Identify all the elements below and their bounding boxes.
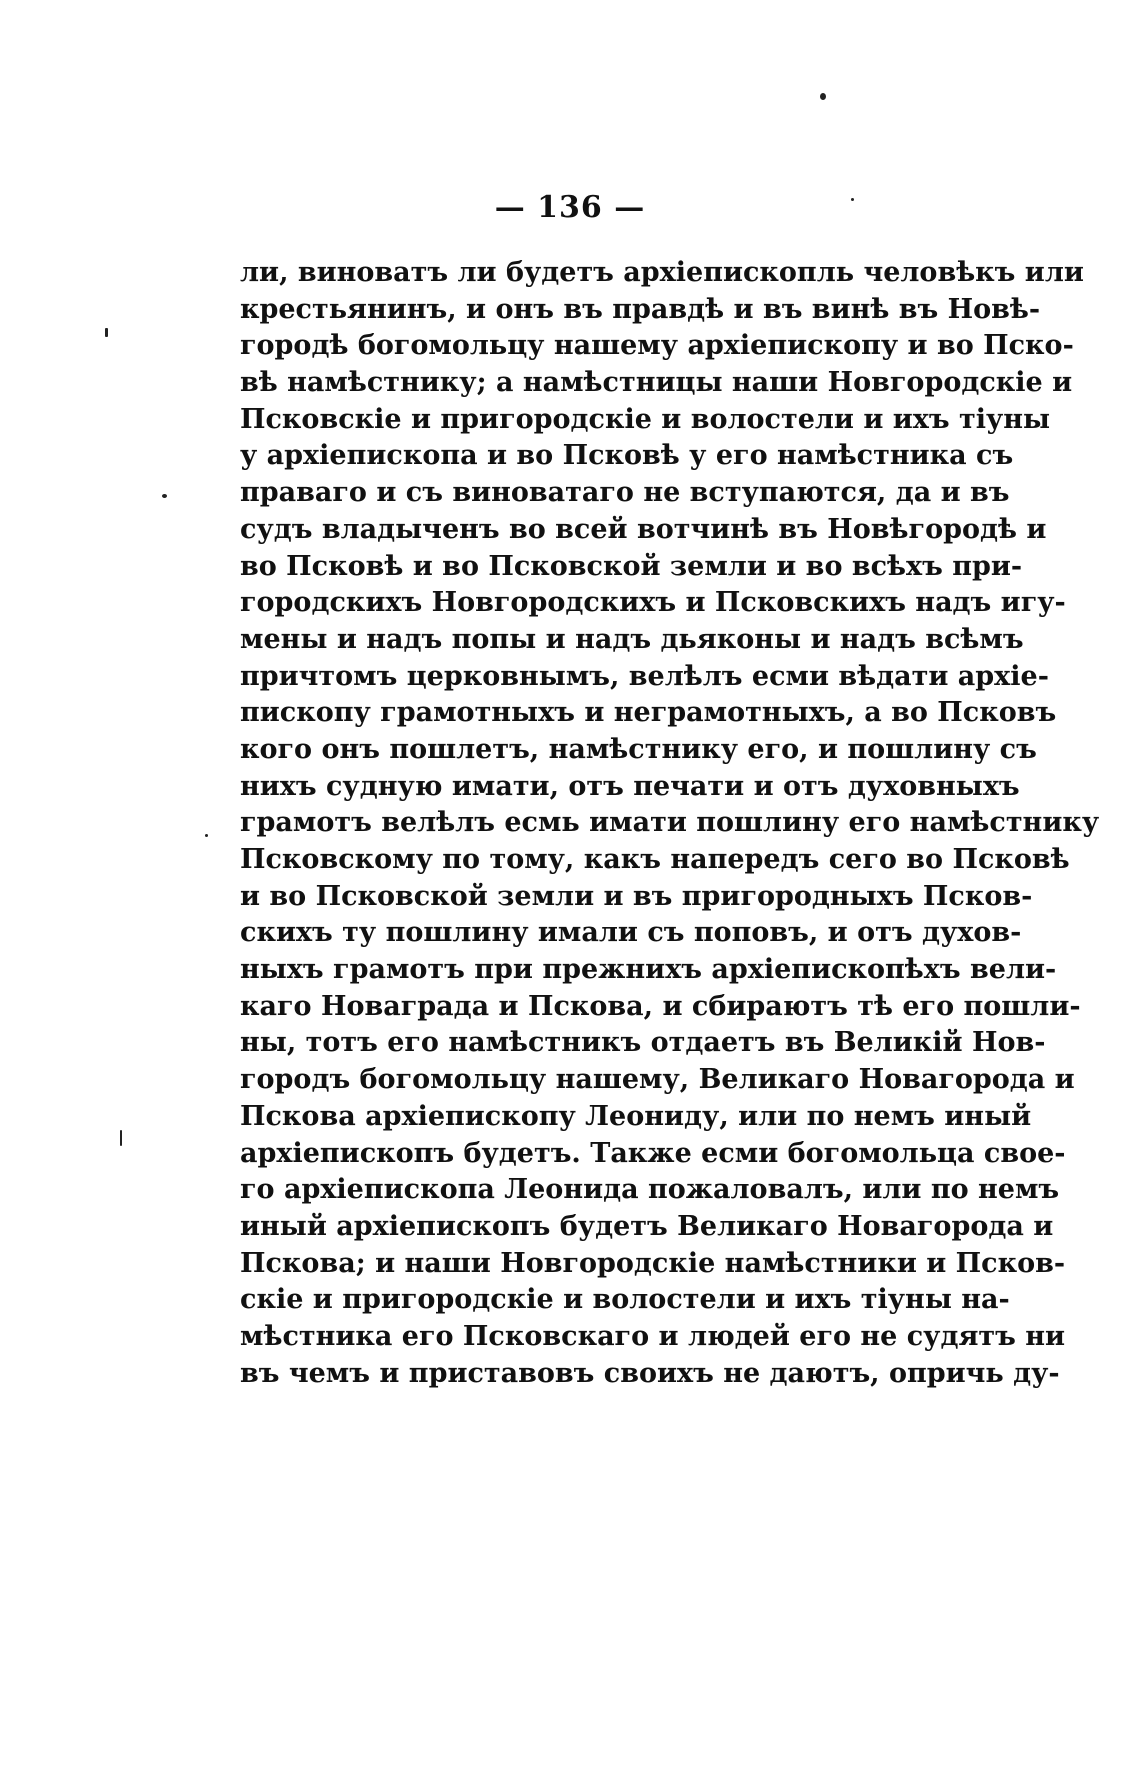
text-line: архіепископъ будетъ. Также есми богомольца свое-	[240, 1137, 1066, 1169]
text-line: скихъ ту пошлину имали съ поповъ, и отъ духов-	[240, 917, 1022, 949]
text-line: грамотъ велѣлъ есмь имати пошлину его намѣстнику	[240, 807, 1100, 839]
scan-speck	[205, 834, 208, 837]
text-line: нихъ судную имати, отъ печати и отъ духовныхъ	[240, 770, 1020, 802]
text-line: ныхъ грамотъ при прежнихъ архіепископѣхъ вели-	[240, 954, 1057, 986]
scan-speck	[162, 494, 167, 498]
text-line: мѣстника его Псковскаго и людей его не судятъ ни	[240, 1320, 1066, 1352]
text-line: городскихъ Новгородскихъ и Псковскихъ надъ игу-	[240, 587, 1066, 619]
text-line: судъ владыченъ во всей вотчинѣ въ Новѣгородѣ и	[240, 513, 1047, 545]
page-number: — 136 —	[494, 190, 646, 225]
text-line: у архіепископа и во Псковѣ у его намѣстника съ	[240, 440, 1014, 472]
text-line: Пскова архіепископу Леониду, или по немъ иный	[240, 1100, 1032, 1132]
text-line: городъ богомольцу нашему, Великаго Новагорода и	[240, 1064, 1075, 1096]
text-line: Псковскому по тому, какъ напередъ сего во Псковѣ	[240, 844, 1070, 875]
text-line: го архіепископа Леонида пожаловалъ, или по немъ	[240, 1174, 1060, 1206]
text-line: праваго и съ виноватаго не вступаются, да и въ	[240, 477, 1010, 509]
scan-speck	[820, 93, 826, 100]
text-line: ны, тотъ его намѣстникъ отдаетъ въ Великій Нов-	[240, 1027, 1046, 1059]
text-line: мены и надъ попы и надъ дьяконы и надъ всѣмъ	[240, 623, 1024, 655]
text-line: городѣ богомольцу нашему архіепископу и во Пско-	[240, 330, 1074, 362]
text-line: ли, виноватъ ли будетъ архіепископль человѣкъ или	[240, 257, 1084, 288]
text-line: каго Новаграда и Пскова, и сбираютъ тѣ его пошли-	[240, 990, 1081, 1022]
scan-speck	[105, 328, 108, 337]
text-line: причтомъ церковнымъ, велѣлъ есми вѣдати архіе-	[240, 660, 1049, 692]
text-line: въ чемъ и приставовъ своихъ не даютъ, опричь ду-	[240, 1357, 1060, 1389]
text-line: иный архіепископъ будетъ Великаго Новагорода и	[240, 1210, 1054, 1242]
text-line: скіе и пригородскіе и волостели и ихъ тіуны на-	[240, 1284, 1010, 1316]
body-text	[240, 255, 1100, 1392]
text-line: Пскова; и наши Новгородскіе намѣстники и Псков-	[240, 1247, 1066, 1279]
text-line: кого онъ пошлетъ, намѣстнику его, и пошлину съ	[240, 733, 1037, 765]
text-line: во Псковѣ и во Псковской земли и во всѣхъ при-	[240, 550, 1023, 582]
scan-speck	[120, 1130, 122, 1146]
text-line: и во Псковской земли и въ пригородныхъ Псков-	[240, 880, 1033, 912]
text-line: Псковскіе и пригородскіе и волостели и ихъ тіуны	[240, 403, 1051, 435]
text-line: вѣ намѣстнику; а намѣстницы наши Новгородскіе и	[240, 367, 1073, 399]
text-line: крестьянинъ, и онъ въ правдѣ и въ винѣ въ Новѣ-	[240, 293, 1041, 325]
text-line: пископу грамотныхъ и неграмотныхъ, а во Псковъ	[240, 697, 1057, 729]
